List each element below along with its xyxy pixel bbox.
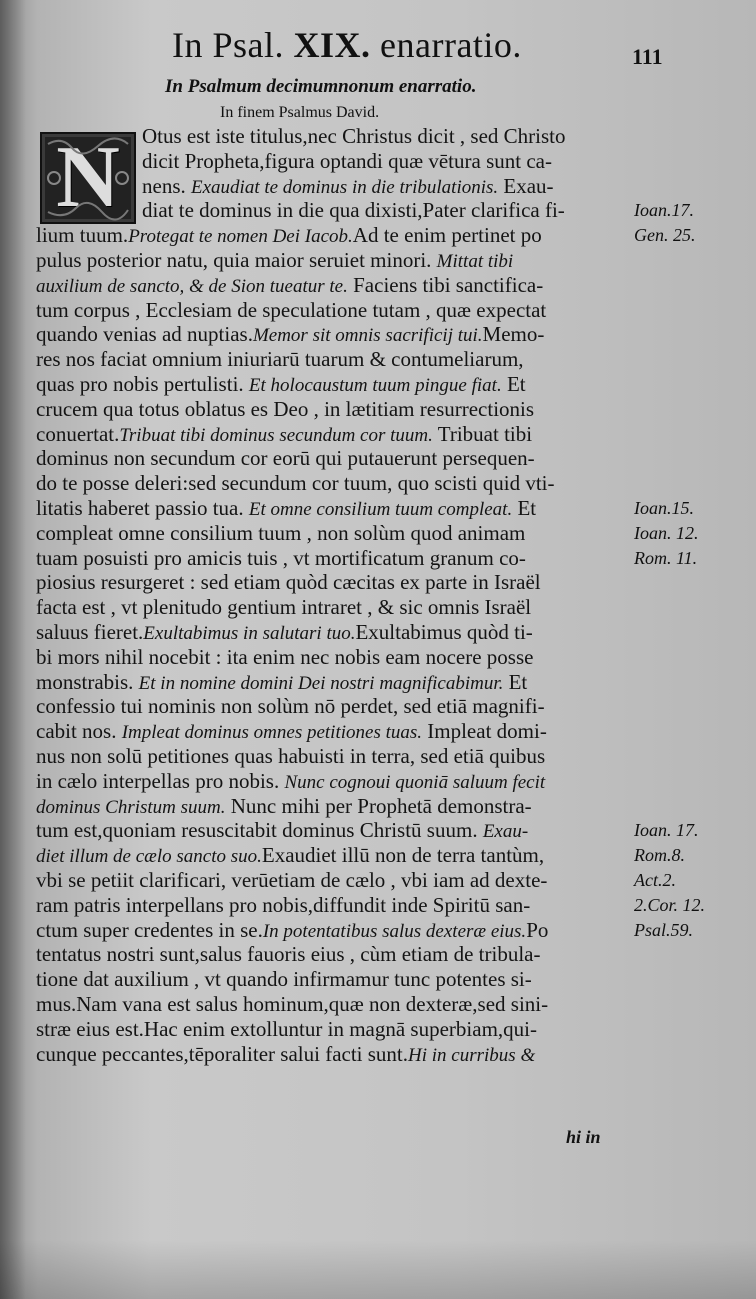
scripture-quote: Memor sit omnis sacrificij tui. bbox=[252, 325, 483, 347]
commentary-text: conuertat. bbox=[36, 421, 120, 446]
commentary-text: quando venias ad nuptias. bbox=[36, 322, 253, 347]
margin-reference: Ioan.15. bbox=[634, 498, 694, 518]
text-line bbox=[142, 174, 554, 200]
text-line bbox=[36, 1017, 537, 1041]
scripture-quote: auxilium de sancto, & de Sion tueatur te. bbox=[36, 275, 348, 297]
commentary-text: stræ eius est.Hac enim extolluntur in magnā superbiam,qui- bbox=[36, 1016, 537, 1041]
commentary-text: Exau- bbox=[498, 173, 554, 198]
commentary-text: Et bbox=[501, 372, 526, 396]
commentary-text: Exultabimus quòd ti- bbox=[355, 620, 533, 644]
scripture-quote: In potentatibus salus dexteræ eius. bbox=[262, 920, 527, 942]
text-line bbox=[36, 942, 540, 966]
commentary-text: cunque peccantes,tēporaliter salui facti sunt. bbox=[36, 1041, 409, 1066]
text-line bbox=[36, 322, 544, 348]
commentary-text: Po bbox=[526, 917, 549, 942]
scripture-quote: Tribuat tibi dominus secundum cor tuum. bbox=[119, 424, 433, 446]
page-number: 111 bbox=[632, 44, 663, 69]
margin-reference: Psal.59. bbox=[634, 919, 694, 940]
text-line bbox=[36, 347, 524, 371]
commentary-text: do te posse deleri:sed secundum cor tuum, quo scisti quid vti- bbox=[36, 471, 555, 496]
commentary-text: Exaudiet illū non de terra tantùm, bbox=[261, 843, 545, 868]
text-line bbox=[36, 918, 548, 944]
text-line bbox=[142, 124, 566, 148]
commentary-text: facta est , vt plenitudo gentium intraret , & sic omnis Israël bbox=[36, 595, 532, 620]
margin-reference: Ioan. 12. bbox=[634, 522, 699, 543]
commentary-text: ctum super credentes in se. bbox=[36, 917, 263, 942]
commentary-text: piosius resurgeret : sed etiam quòd cæcitas ex parte in Israël bbox=[36, 570, 541, 595]
psalm-subtitle: In Psalmum decimumnonum enarratio. bbox=[165, 76, 477, 97]
text-line bbox=[142, 149, 552, 173]
text-line bbox=[36, 992, 548, 1016]
text-line bbox=[36, 546, 526, 570]
text-line bbox=[36, 397, 534, 421]
initial-ornament-icon bbox=[42, 129, 134, 226]
margin-reference: Rom. 11. bbox=[634, 547, 698, 568]
text-line bbox=[36, 595, 531, 619]
commentary-text: crucem qua totus oblatus es Deo , in lætitiam resurrectionis bbox=[36, 396, 535, 421]
text-line bbox=[36, 446, 535, 470]
commentary-text: Ad te enim pertinet po bbox=[352, 223, 542, 248]
margin-reference: Ioan.17. bbox=[634, 200, 694, 221]
commentary-text: vbi se petiit clarificari, verūetiam de cælo , vbi iam ad dexte- bbox=[36, 868, 548, 892]
text-line bbox=[36, 471, 555, 495]
text-line bbox=[36, 670, 527, 696]
commentary-text: diat te dominus in die qua dixisti,Pater clarifica fi- bbox=[142, 198, 565, 223]
text-line bbox=[36, 719, 547, 745]
commentary-text: Et bbox=[512, 496, 537, 520]
text-line bbox=[36, 422, 532, 448]
margin-reference: Gen. 25. bbox=[634, 225, 696, 246]
commentary-text: in cælo interpellas pro nobis. bbox=[36, 768, 285, 793]
commentary-text: Faciens tibi sanctifica- bbox=[347, 272, 544, 297]
commentary-text: confessio tui nominis non solùm nō perdet, sed etiā magnifi- bbox=[36, 694, 545, 719]
commentary-text: nus non solū petitiones quas habuisti in terra, sed etiā quibus bbox=[36, 744, 546, 768]
commentary-text: tuam posuisti pro amicis tuis , vt mortificatum granum co- bbox=[36, 545, 526, 570]
margin-reference: Rom.8. bbox=[634, 845, 685, 866]
commentary-text: bi mors nihil nocebit : ita enim nec nobis eam nocere posse bbox=[36, 644, 534, 669]
commentary-text: cabit nos. bbox=[36, 719, 122, 744]
page-shadow bbox=[0, 1240, 756, 1299]
commentary-text: Et bbox=[503, 669, 528, 694]
scripture-quote: Et holocaustum tuum pingue fiat. bbox=[248, 375, 502, 396]
text-line bbox=[142, 198, 565, 222]
commentary-text: res nos faciat omnium iniuriarū tuarum & contumeliarum, bbox=[36, 347, 524, 372]
commentary-text: dicit Propheta,figura optandi quæ vētura sunt ca- bbox=[142, 148, 552, 173]
text-line bbox=[36, 223, 542, 249]
scripture-quote: Exaudiat te dominus in die tribulationis. bbox=[191, 176, 499, 198]
text-line bbox=[36, 1042, 535, 1068]
commentary-text: mus.Nam vana est salus hominum,quæ non dexteræ,sed sini- bbox=[36, 992, 549, 1016]
scripture-quote: Impleat dominus omnes petitiones tuas. bbox=[121, 722, 423, 744]
commentary-text: quas pro nobis pertulisti. bbox=[36, 372, 249, 396]
scripture-quote: Nunc cognoui quoniā saluum fecit bbox=[284, 771, 546, 793]
text-line bbox=[36, 744, 545, 768]
margin-reference: 2.Cor. 12. bbox=[634, 894, 706, 915]
text-line bbox=[36, 570, 541, 594]
commentary-text: lium tuum. bbox=[36, 223, 129, 248]
commentary-text: Impleat domi- bbox=[422, 719, 547, 744]
text-line bbox=[36, 694, 545, 718]
commentary-text: tum corpus , Ecclesiam de speculatione tutam , quæ expectat bbox=[36, 297, 547, 322]
commentary-text: monstrabis. bbox=[36, 669, 139, 694]
commentary-text: nens. bbox=[142, 173, 191, 198]
scripture-quote: Exultabimus in salutari tuo. bbox=[143, 623, 356, 644]
commentary-text: tione dat auxilium , vt quando infirmamur tunc potentes si- bbox=[36, 967, 532, 992]
page-header-title bbox=[172, 24, 522, 66]
scripture-quote: Exau- bbox=[482, 821, 529, 843]
commentary-text: compleat omne consilium tuum , non solùm quod animam bbox=[36, 520, 526, 545]
text-line bbox=[36, 298, 546, 322]
text-line bbox=[36, 521, 525, 545]
margin-reference: Ioan. 17. bbox=[634, 820, 699, 841]
psalm-superscription: In finem Psalmus David. bbox=[220, 104, 380, 121]
text-line bbox=[36, 769, 545, 795]
text-line bbox=[36, 843, 544, 869]
text-line bbox=[36, 248, 513, 274]
commentary-text: pulus posterior natu, quia maior seruiet minori. bbox=[36, 248, 437, 272]
text-line bbox=[36, 967, 532, 991]
scripture-quote: dominus Christum suum. bbox=[36, 796, 226, 818]
commentary-text: tentatus nostri sunt,salus fauoris eius , cùm etiam de tribula- bbox=[36, 942, 541, 967]
commentary-text: Nunc mihi per Prophetā demonstra- bbox=[225, 793, 532, 818]
catchword: hi in bbox=[566, 1127, 601, 1147]
scripture-quote: Mittat tibi bbox=[436, 251, 514, 272]
scripture-quote: Hi in curribus & bbox=[408, 1044, 536, 1066]
text-line bbox=[36, 818, 528, 844]
text-line bbox=[36, 794, 532, 820]
text-line bbox=[36, 372, 526, 398]
commentary-text: Tribuat tibi bbox=[432, 421, 533, 446]
text-line bbox=[36, 496, 536, 522]
margin-reference: Act.2. bbox=[634, 870, 676, 890]
commentary-text: litatis haberet passio tua. bbox=[36, 496, 249, 520]
commentary-text: Otus est iste titulus,nec Christus dicit , sed Christo bbox=[142, 124, 566, 148]
header-title-roman: XIX. bbox=[293, 25, 371, 65]
commentary-text: tum est,quoniam resuscitabit dominus Christū suum. bbox=[36, 818, 483, 843]
scripture-quote: Et in nomine domini Dei nostri magnificabimur. bbox=[138, 672, 504, 694]
header-title-start: In Psal. bbox=[172, 25, 284, 65]
text-line bbox=[36, 868, 547, 892]
text-line bbox=[36, 273, 543, 299]
text-line bbox=[36, 893, 530, 917]
scripture-quote: Protegat te nomen Dei Iacob. bbox=[128, 226, 353, 248]
drop-cap-letter: N bbox=[56, 129, 120, 226]
header-title-end: enarratio. bbox=[380, 25, 522, 65]
commentary-text: dominus non secundum cor eorū qui putauerunt persequen- bbox=[36, 446, 535, 471]
commentary-text: ram patris interpellans pro nobis,diffundit inde Spiritū san- bbox=[36, 892, 531, 917]
commentary-text: saluus fieret. bbox=[36, 620, 144, 644]
commentary-text: Memo- bbox=[482, 322, 545, 347]
decorated-initial bbox=[40, 129, 136, 226]
scripture-quote: Et omne consilium tuum compleat. bbox=[248, 499, 513, 520]
text-line bbox=[36, 620, 533, 646]
scripture-quote: diet illum de cælo sancto suo. bbox=[36, 846, 262, 868]
text-line bbox=[36, 645, 533, 669]
